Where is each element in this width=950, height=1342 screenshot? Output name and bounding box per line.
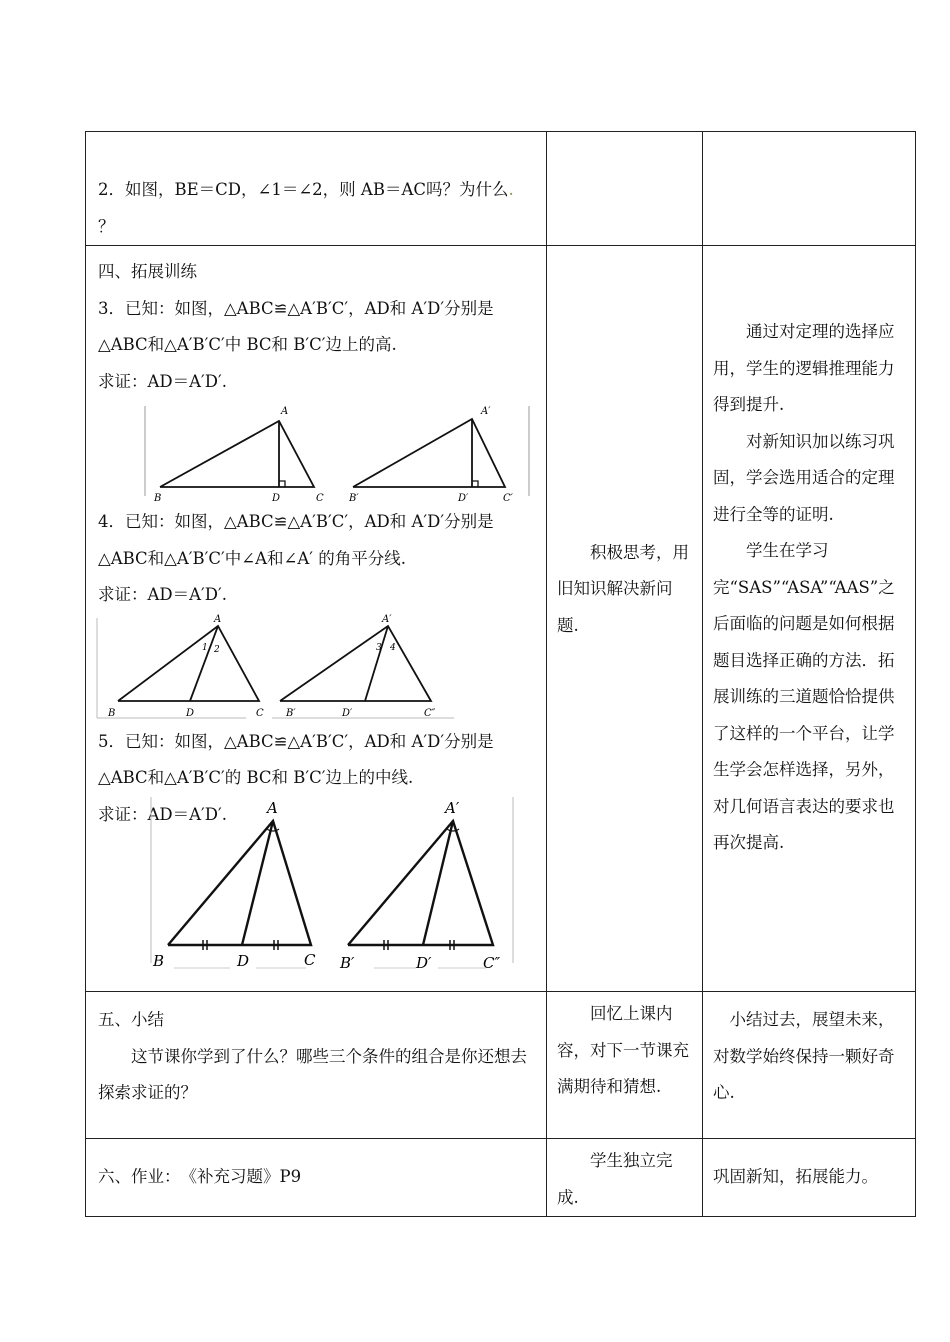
row-homework bbox=[86, 1139, 916, 1217]
fig4-label-B: B bbox=[108, 707, 116, 719]
intent-paragraph-3: 学生在学习完“SAS”“ASA”“AAS”之后面临的问题是如何根据题目选择正确的方法．拓展训练的三道题恰恰提供了这样的一个平台，让学生学会怎样选择，另外，对几何语言表达的要求也再次提高. bbox=[713, 541, 895, 852]
row-extension bbox=[86, 246, 916, 992]
figure-5-medians bbox=[86, 797, 547, 987]
fig3-label-B: B bbox=[154, 493, 162, 504]
section-heading: 四、拓展训练 bbox=[98, 262, 197, 281]
fig5-label-D: D bbox=[237, 951, 250, 970]
cell-intent bbox=[703, 246, 916, 992]
fig4-label-3: 3 bbox=[376, 642, 382, 653]
cell-student bbox=[547, 1139, 703, 1217]
q4-prove: 求证：AD＝A′D′. bbox=[98, 585, 228, 604]
cell-content bbox=[86, 992, 547, 1139]
cell-student bbox=[547, 132, 703, 246]
q5-line1: 5．已知：如图，△ABC≌△A′B′C′，AD和 A′D′分别是 bbox=[98, 731, 494, 751]
q4-line2: △ABC和△A′B′C′中∠A和∠A′ 的角平分线. bbox=[98, 548, 406, 568]
fig5-label-A2: A′ bbox=[445, 798, 460, 817]
intent-paragraph-2: 对新知识加以练习巩固，学会选用适合的定理进行全等的证明. bbox=[713, 431, 895, 524]
fig3-label-D: D bbox=[272, 493, 281, 504]
fig4-label-A2: A′ bbox=[382, 613, 392, 625]
lesson-plan-table bbox=[85, 131, 916, 1217]
fig4-label-1: 1 bbox=[202, 642, 208, 653]
cell-content bbox=[86, 132, 547, 246]
fig5-label-C2: C″ bbox=[483, 953, 501, 972]
q3-prove: 求证：AD＝A′D′. bbox=[98, 371, 228, 391]
figure-3-altitudes bbox=[86, 400, 547, 504]
row-question-2 bbox=[86, 132, 916, 246]
fig3-label-A: A bbox=[281, 406, 289, 417]
fig3-label-C: C bbox=[316, 493, 324, 504]
summary-heading: 五、小结 bbox=[98, 1010, 164, 1029]
fig3-label-B2: B′ bbox=[349, 493, 359, 504]
fig4-label-C2: C″ bbox=[424, 707, 436, 719]
cell-student bbox=[547, 246, 703, 992]
summary-student-activity: 回忆上课内容，对下一节课充满期待和猜想. bbox=[557, 1004, 689, 1096]
q5-line2: △ABC和△A′B′C′的 BC和 B′C′边上的中线. bbox=[98, 768, 414, 787]
q4-line1: 4．已知：如图，△ABC≌△A′B′C′，AD和 A′D′分别是 bbox=[98, 512, 494, 531]
cell-intent bbox=[703, 132, 916, 246]
fig4-label-D: D bbox=[186, 707, 195, 719]
row-summary bbox=[86, 992, 916, 1139]
fig4-label-A: A bbox=[214, 613, 222, 625]
fig5-label-A: A bbox=[267, 798, 278, 817]
homework-intent: 巩固新知，拓展能力。 bbox=[713, 1167, 878, 1187]
fig5-label-D2: D′ bbox=[416, 953, 432, 972]
fig4-label-D2: D′ bbox=[342, 707, 353, 719]
summary-intent: 小结过去，展望未来，对数学始终保持一颗好奇心. bbox=[713, 1010, 895, 1102]
fig5-label-C: C bbox=[304, 950, 316, 969]
fig5-label-B: B bbox=[153, 951, 165, 970]
fig4-label-2: 2 bbox=[214, 644, 220, 655]
cell-content bbox=[86, 1139, 547, 1217]
question-2-end: ？ bbox=[98, 216, 115, 236]
question-2: 2．如图，BE＝CD，∠1＝∠2，则 AB＝AC吗？为什么. bbox=[98, 180, 514, 199]
fig4-label-4: 4 bbox=[390, 642, 396, 653]
cell-student bbox=[547, 992, 703, 1139]
fig4-label-C: C bbox=[256, 707, 264, 719]
cell-intent bbox=[703, 1139, 916, 1217]
q3-line2: △ABC和△A′B′C′中 BC和 B′C′边上的高. bbox=[98, 335, 397, 354]
fig3-label-C2: C′ bbox=[503, 493, 513, 504]
student-activity: 积极思考，用旧知识解决新问题. bbox=[557, 542, 689, 635]
q3-line1: 3．已知：如图，△ABC≌△A′B′C′，AD和 A′D′分别是 bbox=[98, 298, 494, 318]
fig3-label-A2: A′ bbox=[481, 406, 491, 417]
cell-content bbox=[86, 246, 547, 992]
fig4-label-B2: B′ bbox=[286, 707, 296, 719]
homework-student-activity: 学生独立完成. bbox=[557, 1151, 673, 1207]
intent-paragraph-1: 通过对定理的选择应用，学生的逻辑推理能力得到提升. bbox=[713, 322, 895, 414]
figure-4-bisectors bbox=[86, 614, 547, 724]
cell-intent bbox=[703, 992, 916, 1139]
q5-prove: 求证：AD＝A′D′. bbox=[98, 804, 228, 824]
homework: 六、作业： 《补充习题》P9 bbox=[98, 1167, 302, 1187]
fig3-label-D2: D′ bbox=[458, 493, 469, 504]
fig5-label-B2: B′ bbox=[340, 953, 355, 972]
summary-body: 这节课你学到了什么？哪些三个条件的组合是你还想去探索求证的？ bbox=[98, 1046, 527, 1102]
